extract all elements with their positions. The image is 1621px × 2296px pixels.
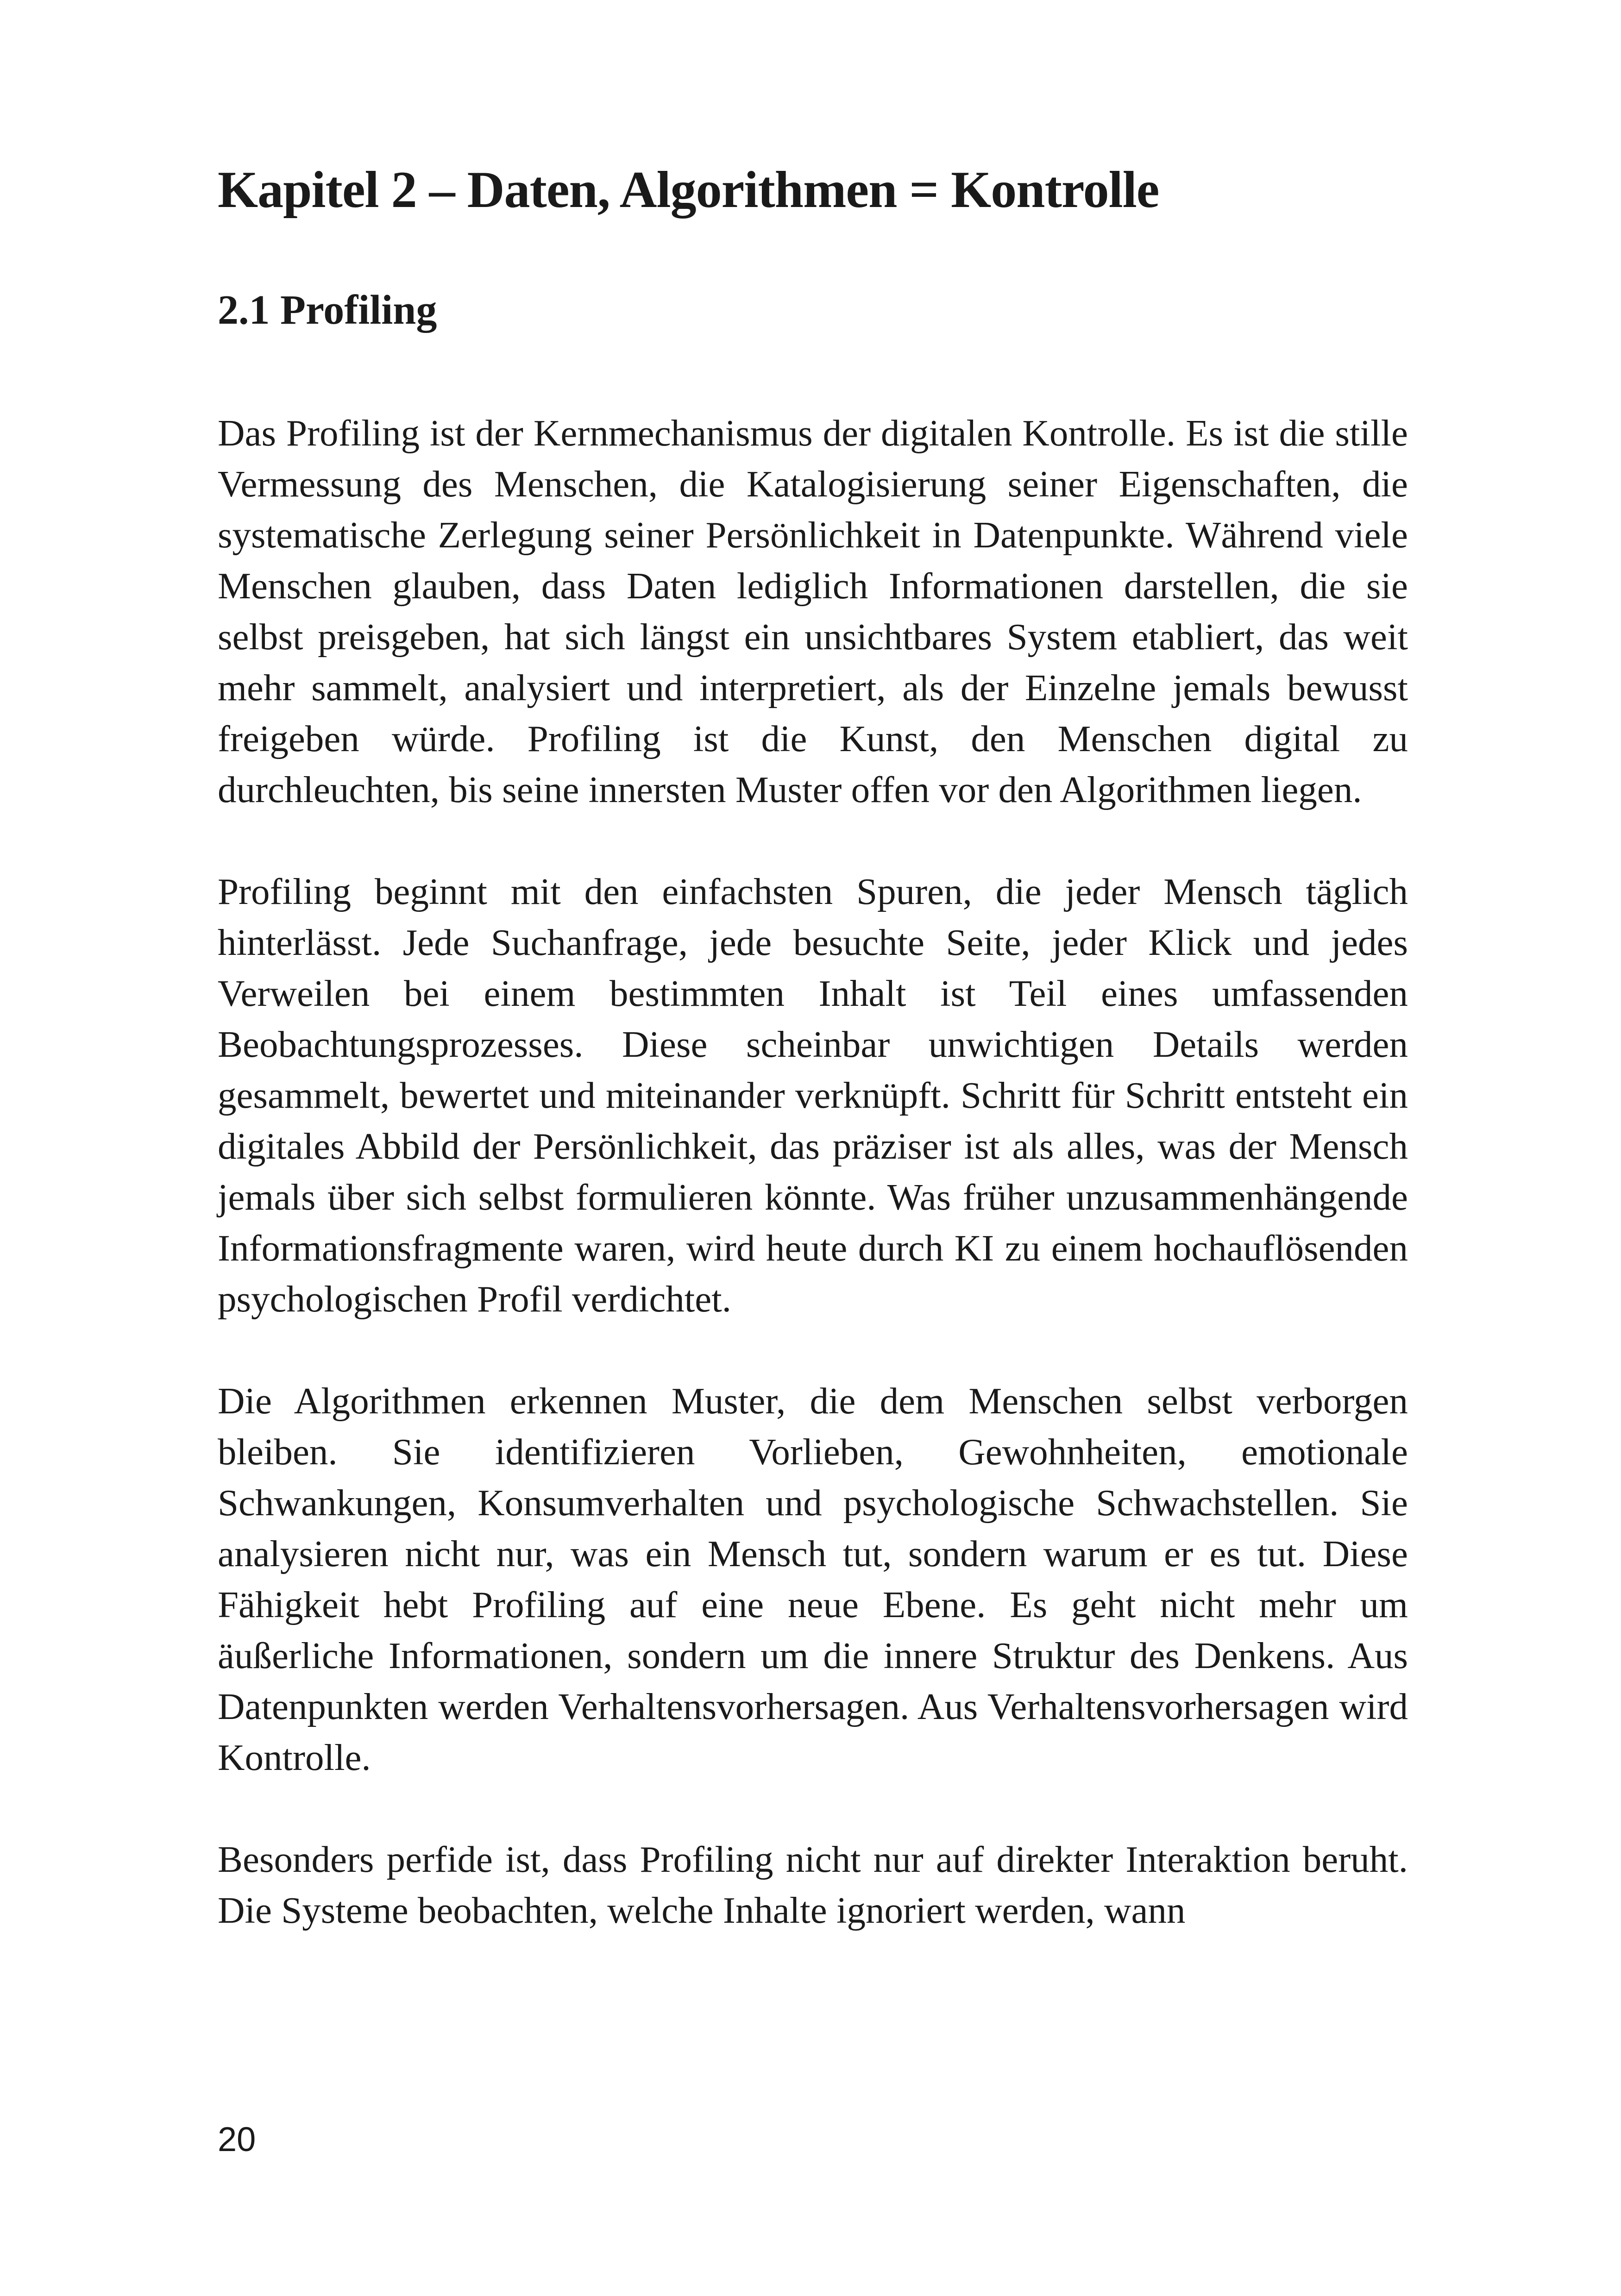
paragraph: Das Profiling ist der Kernmechanismus der digitalen Kontrolle. Es ist die stille Vermessung des Menschen, die Katalogisierung seiner Eigenschaften, die systematische Zerlegung seiner Persönlichkeit in Datenpunkte. Während viele Menschen glauben, dass Daten lediglich Informationen darstellen, die sie selbst preisgeben, hat sich längst ein unsichtbares System etabliert, das weit mehr sammelt, analysiert und interpretiert, als der Einzelne jemals bewusst freigeben würde. Profiling ist die Kunst, den Menschen digital zu durchleuchten, bis seine innersten Muster offen vor den Algorithmen liegen. [218,412,1408,810]
section-title: 2.1 Profiling [218,287,437,333]
paragraph: Die Algorithmen erkennen Muster, die dem Menschen selbst verborgen bleiben. Sie identifizieren Vorlieben, Gewohnheiten, emotionale Schwankungen, Konsumverhalten und psychologische Schwachstellen. Sie analysieren nicht nur, was ein Mensch tut, sondern warum er es tut. Diese Fähigkeit hebt Profiling auf eine neue Ebene. Es geht nicht mehr um äußerliche Informationen, sondern um die innere Struktur des Denkens. Aus Datenpunkten werden Verhaltensvorhersagen. Aus Verhaltensvorhersagen wird Kontrolle. [218,1380,1408,1778]
page-number: 20 [218,2120,256,2158]
chapter-title: Kapitel 2 – Daten, Algorithmen = Kontrolle [218,161,1159,219]
page-content [218,157,1408,1987]
paragraph: Profiling beginnt mit den einfachsten Spuren, die jeder Mensch täglich hinterlässt. Jede Suchanfrage, jede besuchte Seite, jeder Klick und jedes Verweilen bei einem bestimmten Inhalt ist Teil eines umfassenden Beobachtungsprozesses. Diese scheinbar unwichtigen Details werden gesammelt, bewertet und miteinander verknüpft. Schritt für Schritt entsteht ein digitales Abbild der Persönlichkeit, das präziser ist als alles, was der Mensch jemals über sich selbst formulieren könnte. Was früher unzusammenhängende Informationsfragmente waren, wird heute durch KI zu einem hochauflösenden psychologischen Profil verdichtet. [218,871,1408,1320]
body-text [218,408,1408,1936]
paragraph: Besonders perfide ist, dass Profiling nicht nur auf direkter Interaktion beruht. Die Systeme beobachten, welche Inhalte ignoriert werden, wann [218,1838,1408,1931]
